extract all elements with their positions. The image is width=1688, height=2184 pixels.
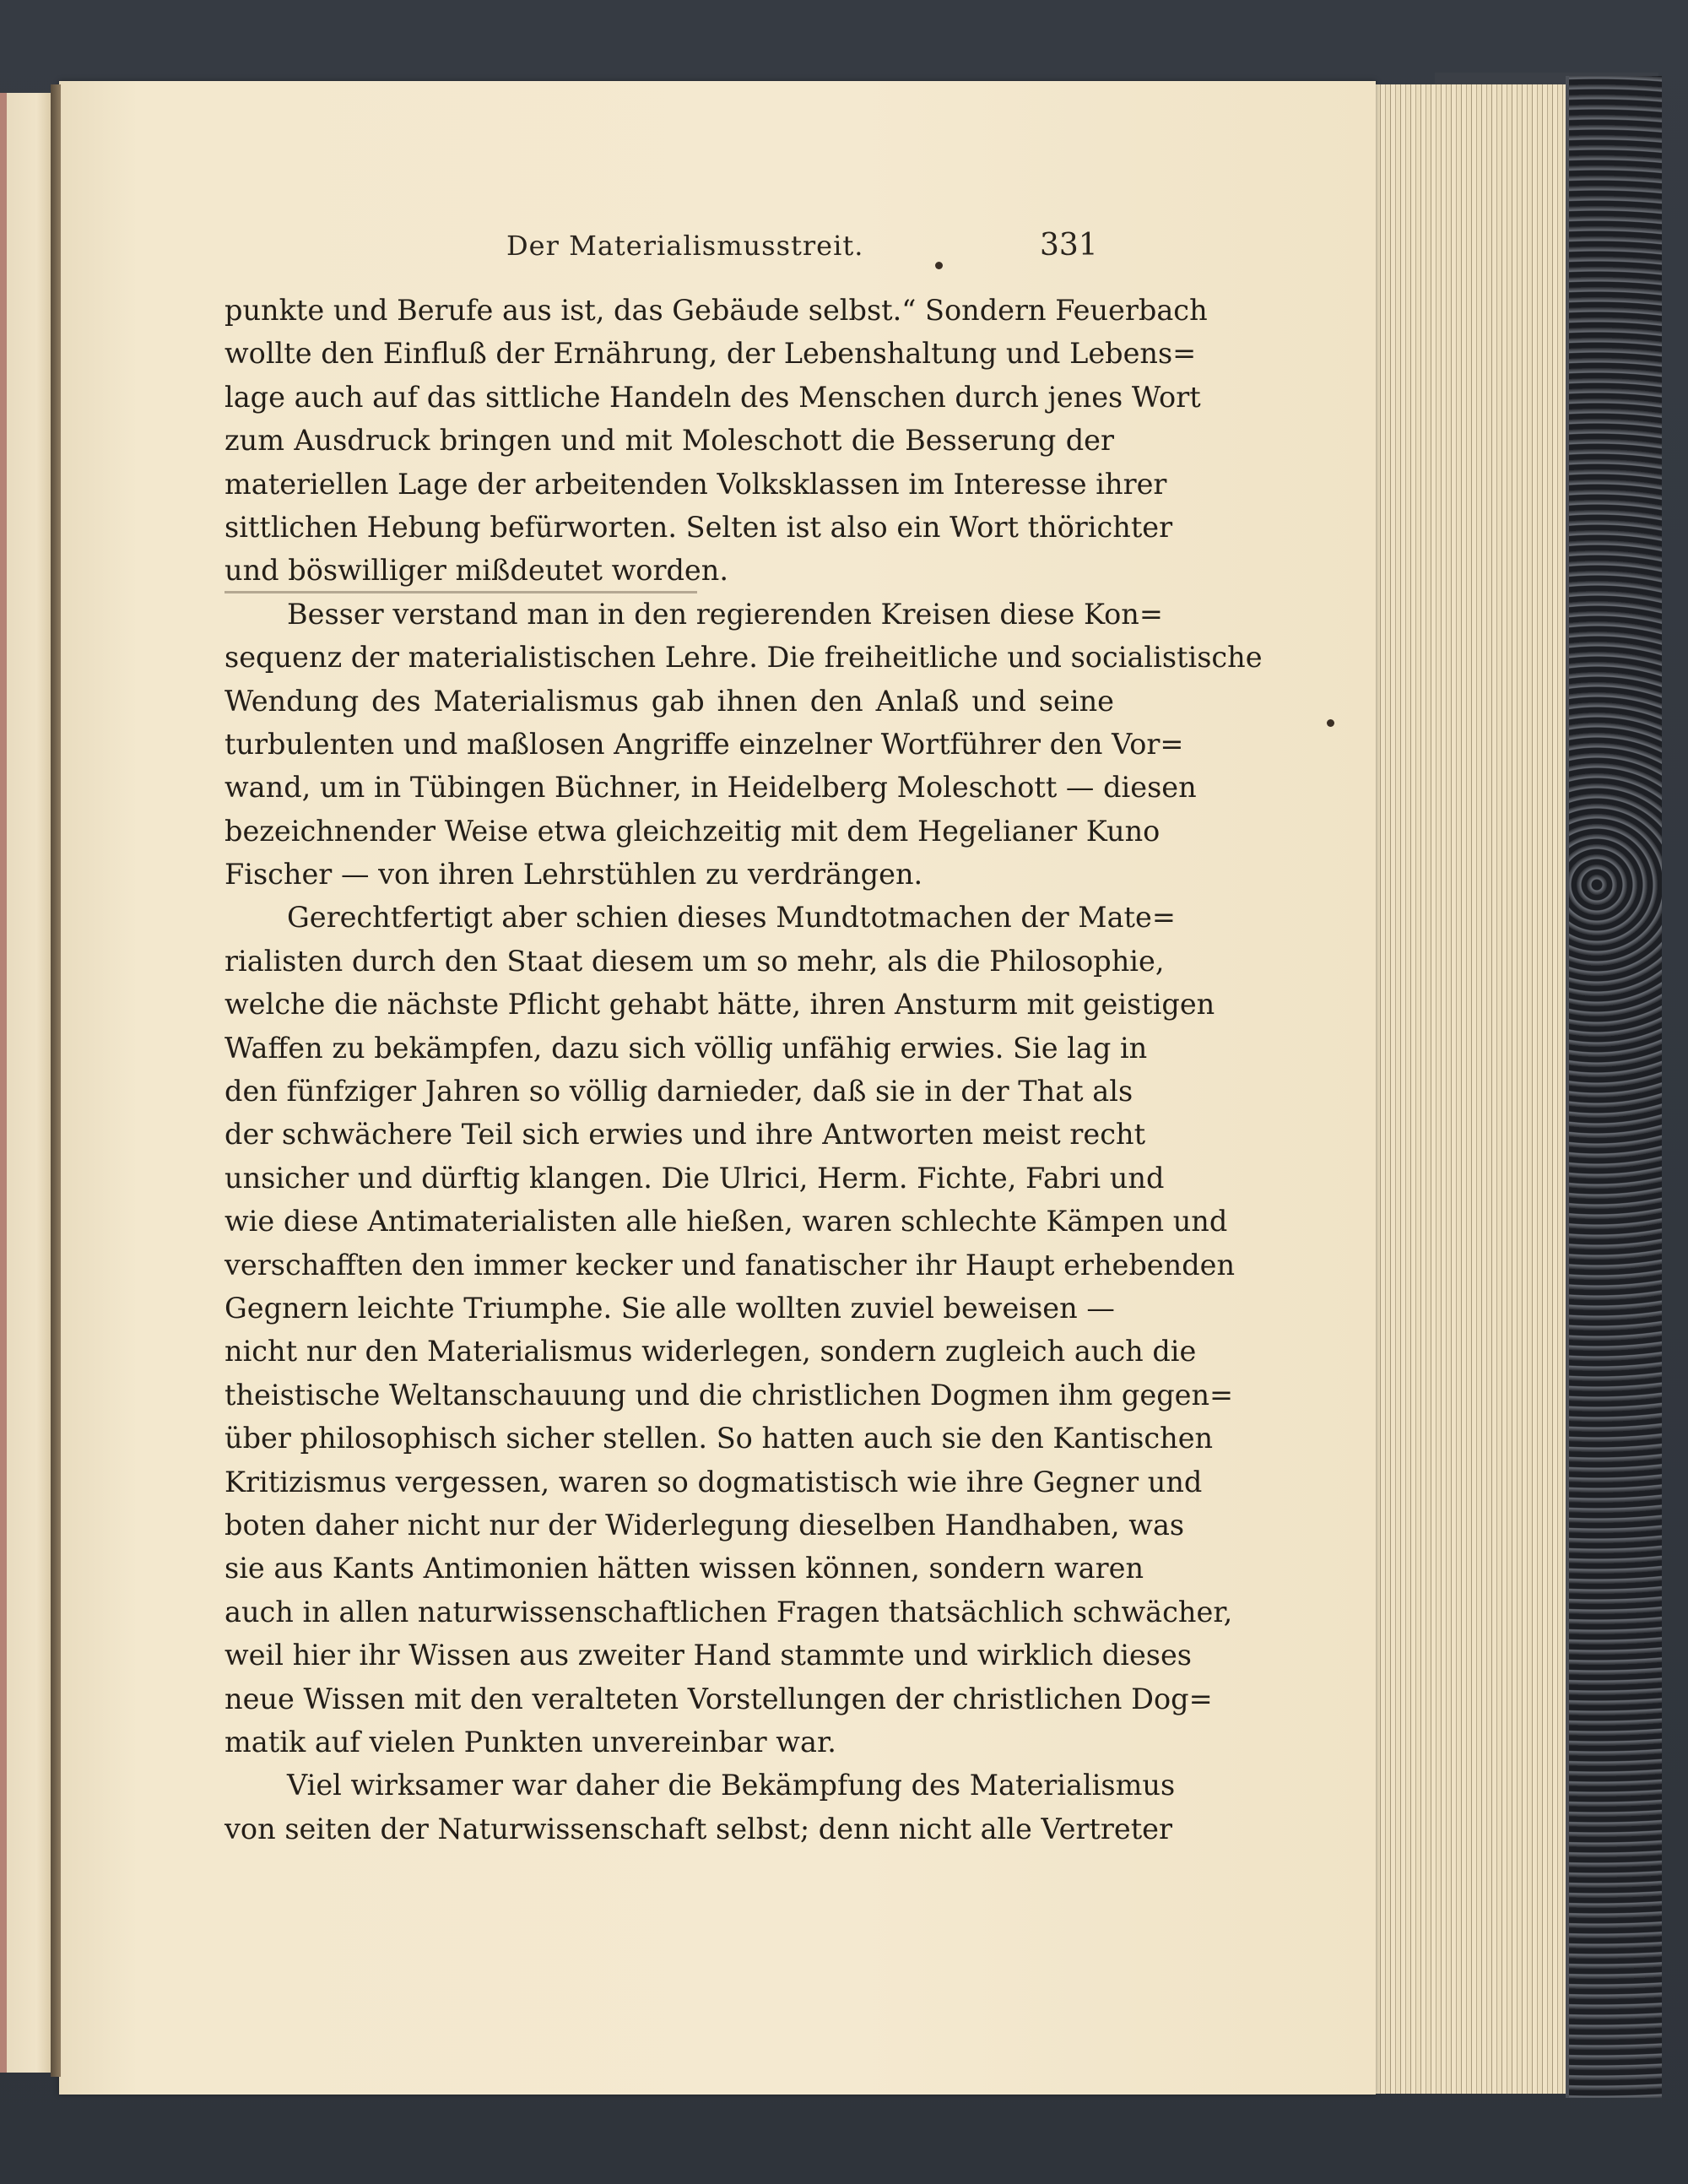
text-line: verschafften den immer kecker und fanatischer ihr Haupt erhebenden	[225, 1248, 1236, 1282]
text-line: Fischer — von ihren Lehrstühlen zu verdrängen.	[225, 858, 923, 891]
text-line: wand, um in Tübingen Büchner, in Heidelberg Moleschott — diesen	[225, 771, 1197, 805]
text-line: Gerechtfertigt aber schien dieses Mundtotmachen der Mate=	[287, 901, 1176, 935]
text-line: matik auf vielen Punkten unvereinbar war.	[225, 1725, 836, 1759]
binding-gutter	[51, 84, 61, 2077]
page-fore-edge	[1350, 84, 1567, 2094]
text-line: wollte den Einfluß der Ernährung, der Lebenshaltung und Lebens=	[225, 337, 1197, 371]
text-line: über philosophisch sicher stellen. So hatten auch sie den Kantischen	[225, 1422, 1214, 1455]
page-number: 331	[1040, 228, 1098, 263]
text-line: Besser verstand man in den regierenden Kreisen diese Kon=	[287, 597, 1163, 631]
running-title: Der Materialismusstreit.	[506, 230, 864, 262]
text-line: bezeichnender Weise etwa gleichzeitig mit dem Hegelianer Kuno	[225, 814, 1160, 848]
text-line: punkte und Berufe aus ist, das Gebäude selbst.“ Sondern Feuerbach	[225, 294, 1208, 327]
text-line: Viel wirksamer war daher die Bekämpfung des Materialismus	[287, 1769, 1176, 1802]
text-line: sie aus Kants Antimonien hätten wissen können, sondern waren	[225, 1552, 1144, 1585]
left-page-edge	[0, 93, 7, 2073]
text-line: wie diese Antimaterialisten alle hießen, waren schlechte Kämpen und	[225, 1205, 1228, 1238]
marbled-cover	[1566, 76, 1662, 2098]
text-line: Waffen zu bekämpfen, dazu sich völlig unfähig erwies. Sie lag in	[225, 1031, 1148, 1065]
text-line: theistische Weltanschauung und die christlichen Dogmen ihm gegen=	[225, 1378, 1234, 1412]
text-line: zum Ausdruck bringen und mit Moleschott die Besserung der	[225, 424, 1114, 458]
text-line: Gegnern leichte Triumphe. Sie alle wollten zuviel beweisen —	[225, 1291, 1115, 1325]
pencil-underline	[225, 591, 697, 593]
text-line: boten daher nicht nur der Widerlegung dieselben Handhaben, was	[225, 1508, 1185, 1542]
text-line: welche die nächste Pflicht gehabt hätte, ihren Ansturm mit geistigen	[225, 988, 1215, 1022]
text-line: den fünfziger Jahren so völlig darnieder, daß sie in der That als	[225, 1075, 1133, 1108]
ink-speck	[1327, 719, 1334, 727]
text-line: neue Wissen mit den veralteten Vorstellungen der christlichen Dog=	[225, 1682, 1213, 1715]
text-line: rialisten durch den Staat diesem um so mehr, als die Philosophie,	[225, 944, 1165, 978]
text-line: materiellen Lage der arbeitenden Volksklassen im Interesse ihrer	[225, 467, 1167, 501]
left-page	[0, 93, 55, 2073]
text-line: nicht nur den Materialismus widerlegen, sondern zugleich auch die	[225, 1335, 1197, 1368]
text-line: sittlichen Hebung befürworten. Selten ist also ein Wort thörichter	[225, 510, 1173, 544]
text-line: Kritizismus vergessen, waren so dogmatistisch wie ihre Gegner und	[225, 1465, 1203, 1498]
text-line: turbulenten und maßlosen Angriffe einzelner Wortführer den Vor=	[225, 727, 1184, 761]
text-line: der schwächere Teil sich erwies und ihre Antworten meist recht	[225, 1118, 1146, 1152]
ink-speck	[935, 262, 943, 269]
text-line: unsicher und dürftig klangen. Die Ulrici, Herm. Fichte, Fabri und	[225, 1161, 1165, 1195]
text-line: von seiten der Naturwissenschaft selbst; denn nicht alle Vertreter	[225, 1812, 1173, 1845]
text-line: auch in allen naturwissenschaftlichen Fragen thatsächlich schwächer,	[225, 1595, 1233, 1629]
text-line: und böswilliger mißdeutet worden.	[225, 554, 728, 588]
body-text	[225, 289, 1263, 1851]
text-line: sequenz der materialistischen Lehre. Die freiheitliche und socialistische	[225, 641, 1263, 675]
text-line: weil hier ihr Wissen aus zweiter Hand stammte und wirklich dieses	[225, 1639, 1193, 1672]
text-line: lage auch auf das sittliche Handeln des Menschen durch jenes Wort	[225, 380, 1201, 414]
text-line: Wendung des Materialismus gab ihnen den Anlaß und seine	[225, 684, 1114, 718]
